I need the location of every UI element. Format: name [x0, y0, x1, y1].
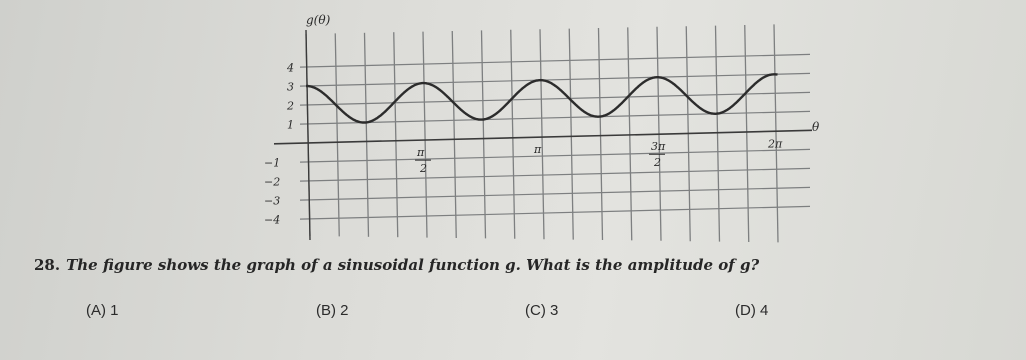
grid-line-horizontal	[300, 149, 810, 162]
x-tick-numerator: π	[417, 146, 425, 160]
x-tick-denominator: 2	[654, 156, 662, 170]
y-tick-label: −2	[264, 175, 281, 189]
choice-a[interactable]: (A) 1	[86, 302, 119, 319]
x-tick-numerator: 2π	[768, 137, 783, 151]
y-tick-label: −3	[264, 194, 281, 208]
choice-d[interactable]: (D) 4	[735, 302, 769, 319]
grid	[300, 24, 810, 242]
x-tick-numerator: π	[534, 143, 542, 157]
question-number: 28.	[34, 256, 61, 274]
grid-line-horizontal	[300, 206, 810, 219]
y-tick-label: 2	[287, 99, 294, 113]
grid-line-vertical	[365, 33, 369, 237]
y-axis-label: g(θ)	[306, 13, 331, 27]
y-axis-line	[306, 30, 310, 240]
y-tick-label: −4	[264, 213, 281, 227]
y-tick-label: 3	[287, 80, 294, 94]
question-text: The figure shows the graph of a sinusoidal function g. What is the amplitude of g?	[66, 256, 760, 274]
y-tick-label: 4	[287, 61, 294, 75]
choice-b[interactable]: (B) 2	[316, 302, 349, 319]
x-tick-denominator: 2	[420, 162, 428, 176]
y-tick-label: −1	[264, 156, 281, 170]
choice-c[interactable]: (C) 3	[525, 302, 559, 319]
grid-line-horizontal	[300, 92, 810, 105]
x-axis-line	[274, 130, 812, 143]
grid-line-vertical	[452, 31, 456, 238]
grid-line-vertical	[745, 25, 749, 242]
grid-line-vertical	[774, 24, 778, 242]
grid-line-vertical	[482, 30, 486, 238]
grid-line-horizontal	[300, 54, 810, 67]
y-tick-label: 1	[287, 118, 294, 132]
grid-line-vertical	[335, 33, 339, 236]
grid-line-vertical	[423, 32, 427, 238]
grid-line-vertical	[511, 30, 515, 239]
x-axis-label: θ	[812, 120, 820, 134]
x-tick-numerator: 3π	[651, 140, 666, 154]
grid-line-horizontal	[300, 187, 810, 200]
grid-line-vertical	[394, 32, 398, 237]
question	[34, 256, 759, 274]
grid-line-horizontal	[300, 168, 810, 181]
